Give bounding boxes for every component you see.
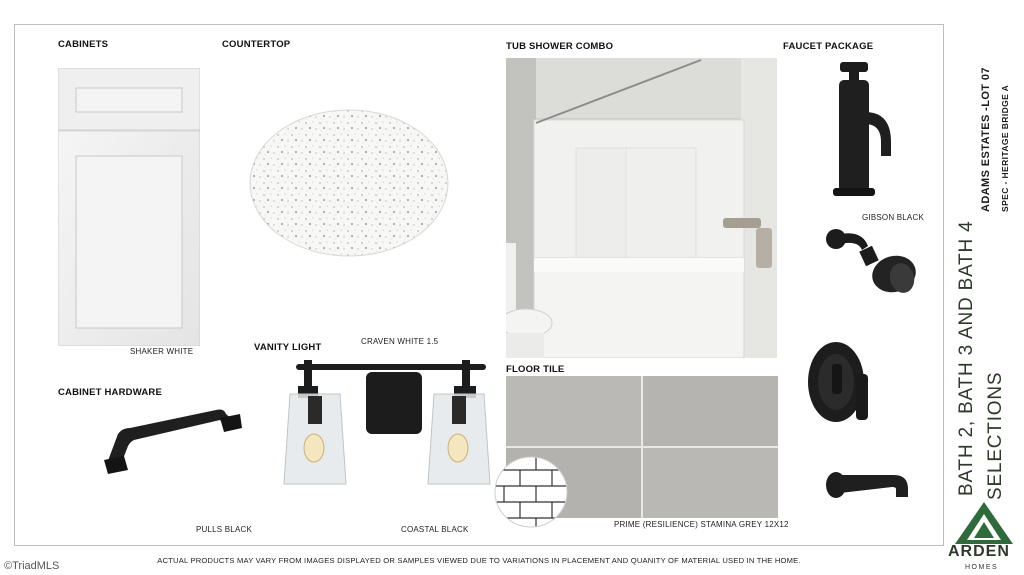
faucet-heading: FAUCET PACKAGE xyxy=(783,41,874,52)
arden-logo-mark xyxy=(953,500,1015,544)
selections-title-line1: BATH 2, BATH 3 AND BATH 4 xyxy=(956,220,977,496)
countertop-heading: COUNTERTOP xyxy=(222,39,291,50)
subway-tile-sample-image xyxy=(494,456,568,528)
disclaimer-text: ACTUAL PRODUCTS MAY VARY FROM IMAGES DISPLAYED OR SAMPLES VIEWED DUE TO VARIATIONS IN PLACEMENT AND QUANITY OF MATERIAL USED IN THE HOME. xyxy=(157,556,801,565)
selections-title-line2: SELECTIONS xyxy=(985,371,1006,500)
cabinets-caption: SHAKER WHITE xyxy=(130,347,194,356)
countertop-caption: CRAVEN WHITE 1.5 xyxy=(361,337,439,346)
hardware-caption: PULLS BLACK xyxy=(196,525,253,534)
triadmls-watermark: ©TriadMLS xyxy=(4,560,60,572)
arden-logo-subtext: HOMES xyxy=(965,564,999,571)
tub-shower-heading: TUB SHOWER COMBO xyxy=(506,41,614,52)
floor-tile-heading: FLOOR TILE xyxy=(506,364,565,375)
cabinets-heading: CABINETS xyxy=(58,39,109,50)
shower-valve-trim-image xyxy=(806,340,872,424)
floor-tile-caption: PRIME (RESILIENCE) STAMINA GREY 12X12 xyxy=(614,520,789,529)
spec-name: SPEC - HERITAGE BRIDGE A xyxy=(1000,84,1010,212)
arden-logo-text: ARDEN xyxy=(948,543,1010,560)
tub-spout-image xyxy=(824,465,914,505)
cabinet-door-image xyxy=(58,68,200,346)
vanity-light-image xyxy=(282,356,496,488)
faucet-caption: GIBSON BLACK xyxy=(862,213,924,222)
vanity-light-caption: COASTAL BLACK xyxy=(401,525,469,534)
tub-shower-image xyxy=(506,58,777,358)
sink-faucet-image xyxy=(825,60,895,198)
shower-head-image xyxy=(822,222,918,302)
cabinet-pull-image xyxy=(100,400,246,476)
cabinet-hardware-heading: CABINET HARDWARE xyxy=(58,387,163,398)
vanity-light-heading: VANITY LIGHT xyxy=(254,342,322,353)
countertop-sample-image xyxy=(248,108,452,258)
project-name: ADAMS ESTATES -LOT 07 xyxy=(980,67,992,212)
